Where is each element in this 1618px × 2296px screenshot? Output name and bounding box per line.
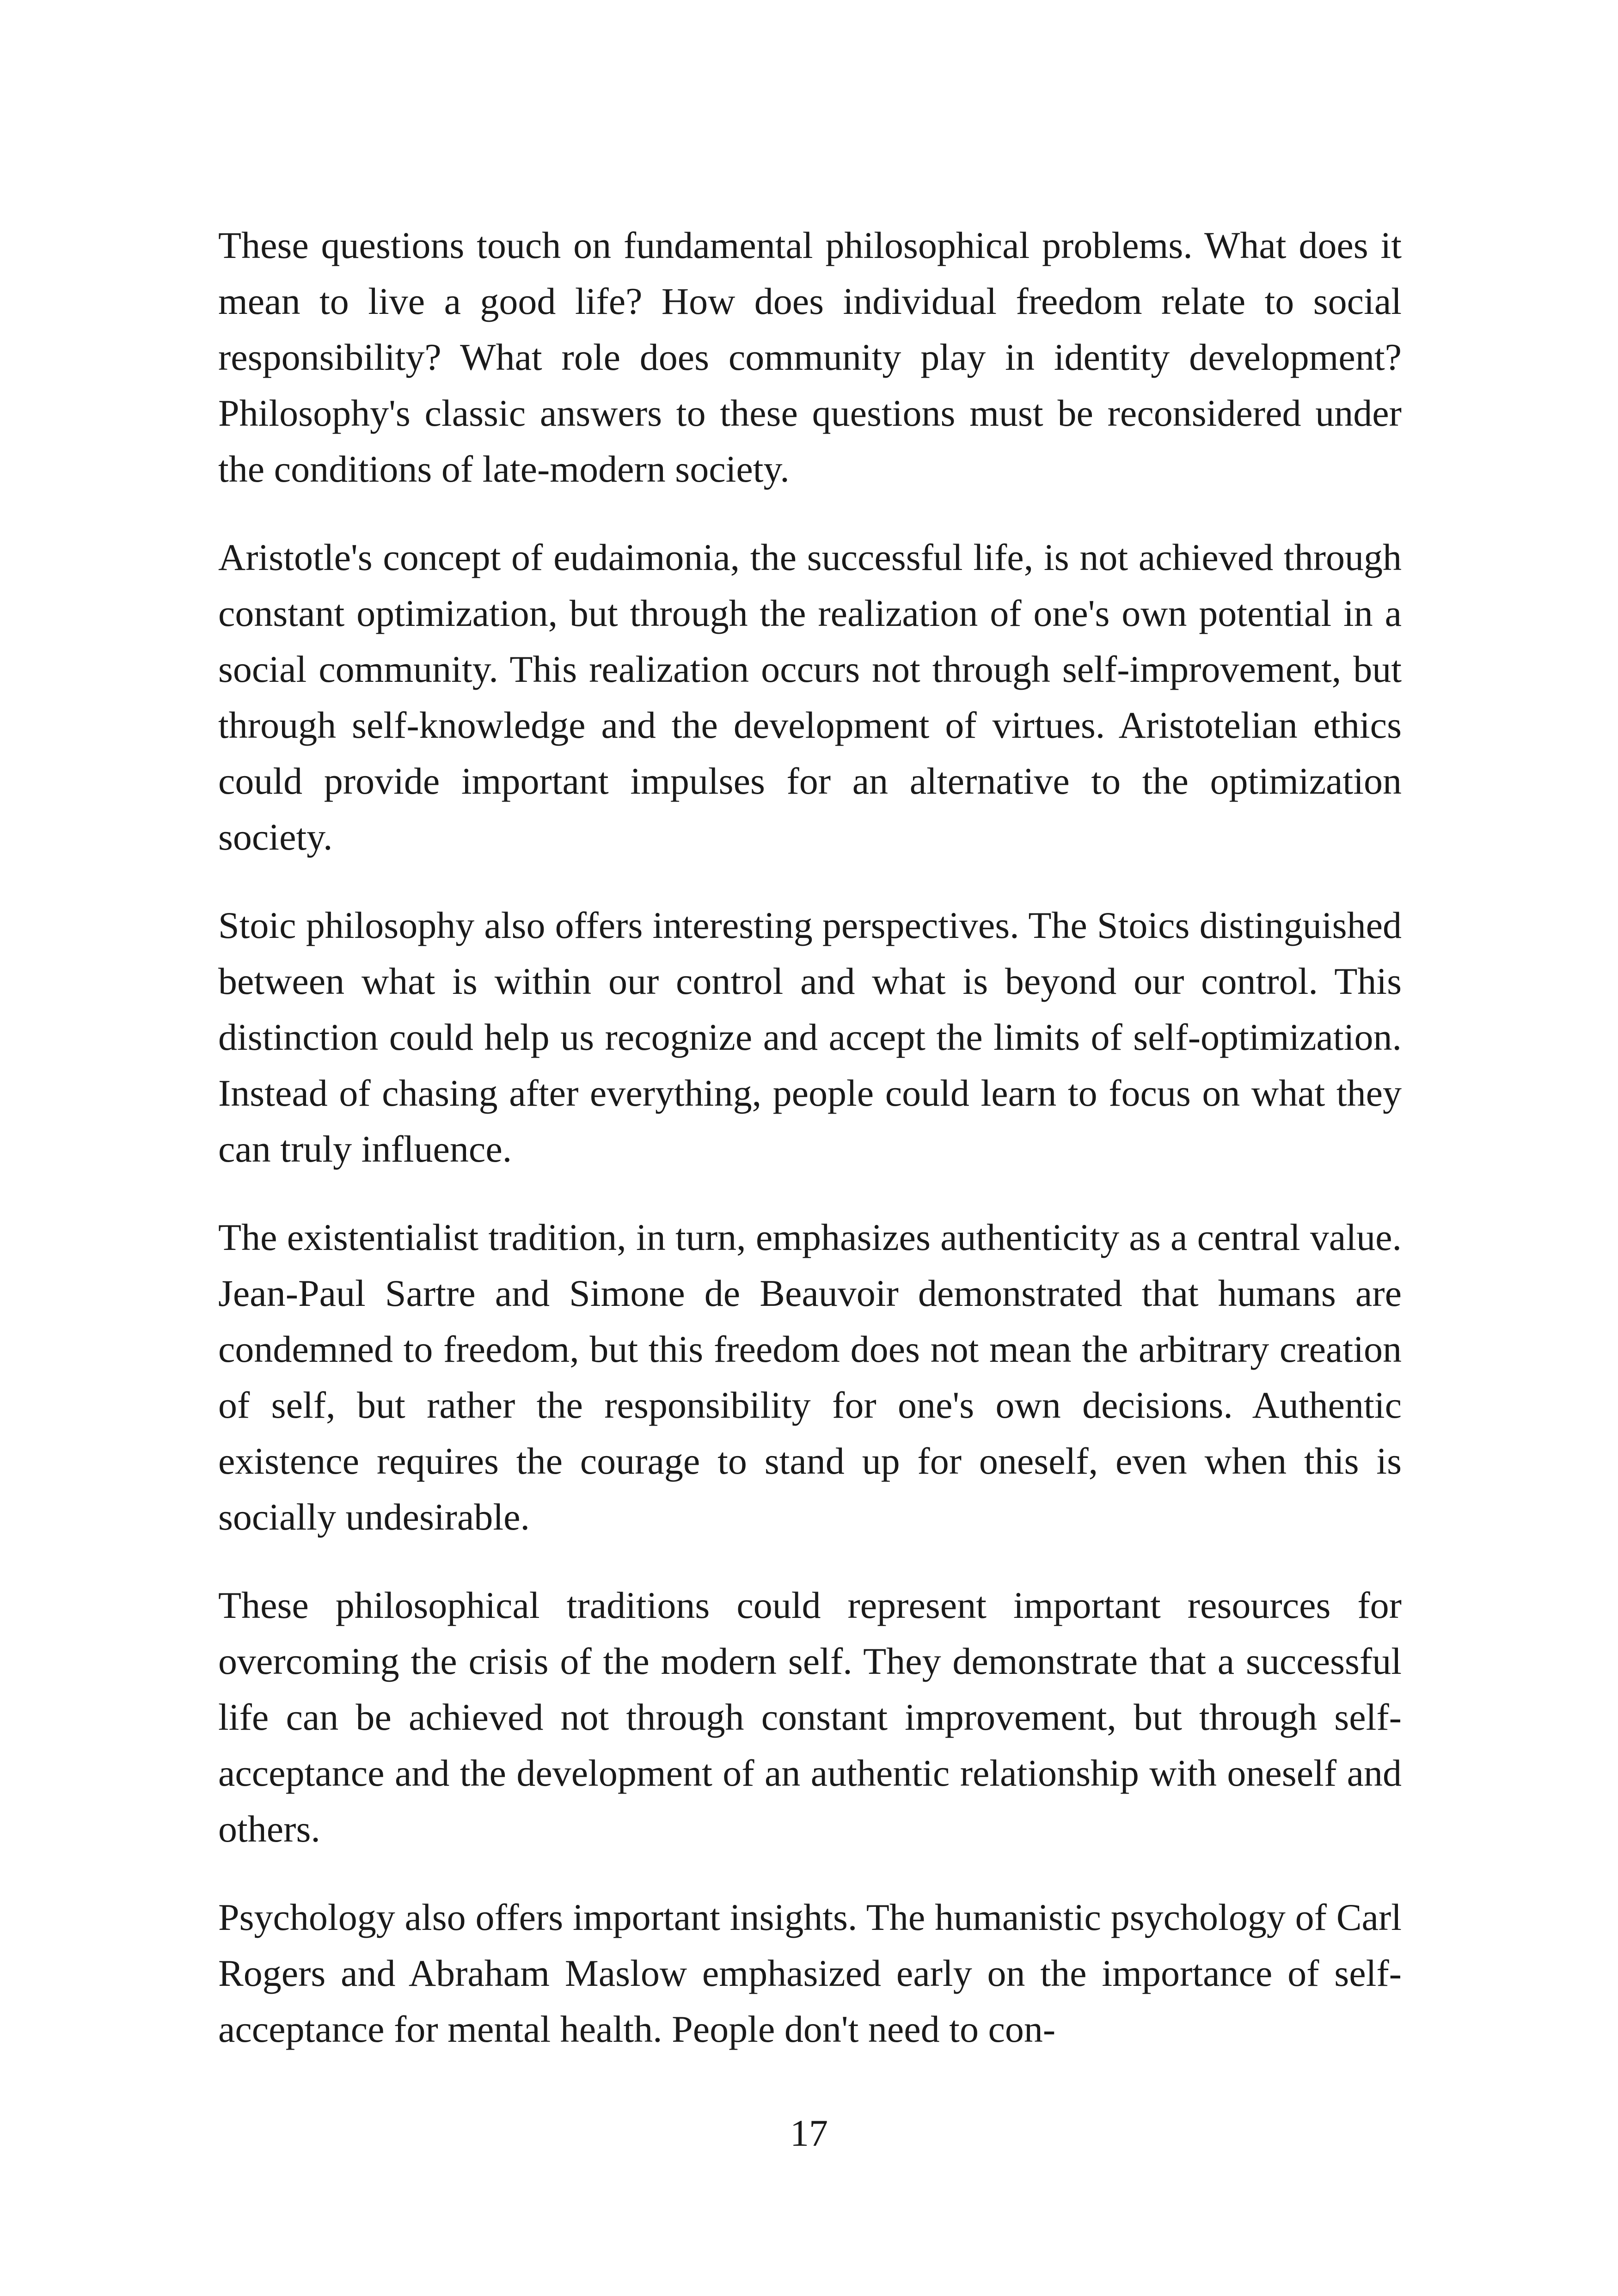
paragraph: Stoic philosophy also offers interesting perspectives. The Stoics distinguished between what is within our control and what is beyond our control. This distinction could help us recognize and accept the limits of self-optimization. Instead of chasing after everything, people could learn to focus on what they can truly influence. (218, 904, 1402, 1170)
paragraph: These questions touch on fundamental philosophical problems. What does it mean to live a good life? How does individual freedom relate to social responsibility? What role does community play in identity development? Philosophy's classic answers to these questions must be reconsidered under the conditions of late-modern society. (218, 224, 1402, 490)
page-number: 17 (790, 2112, 828, 2154)
paragraph: Psychology also offers important insights. The humanistic psychology of Carl Rogers and Abraham Maslow emphasized early on the importance of self-acceptance for mental health. People don't need to con- (218, 1896, 1402, 2050)
paragraph: Aristotle's concept of eudaimonia, the successful life, is not achieved through constant optimization, but through the realization of one's own potential in a social community. This realization occurs not through self-improvement, but through self-knowledge and the development of virtues. Aristotelian ethics could provide important impulses for an alternative to the optimization society. (218, 536, 1402, 858)
paragraph: These philosophical traditions could represent important resources for overcoming the crisis of the modern self. They demonstrate that a successful life can be achieved not through constant improvement, but through self-acceptance and the development of an authentic relationship with oneself and others. (218, 1584, 1402, 1850)
paragraph: The existentialist tradition, in turn, emphasizes authenticity as a central value. Jean-Paul Sartre and Simone de Beauvoir demonstrated that humans are condemned to freedom, but this freedom does not mean the arbitrary creation of self, but rather the responsibility for one's own decisions. Authentic existence requires the courage to stand up for oneself, even when this is socially undesirable. (218, 1216, 1402, 1538)
page-body (218, 217, 1402, 2057)
